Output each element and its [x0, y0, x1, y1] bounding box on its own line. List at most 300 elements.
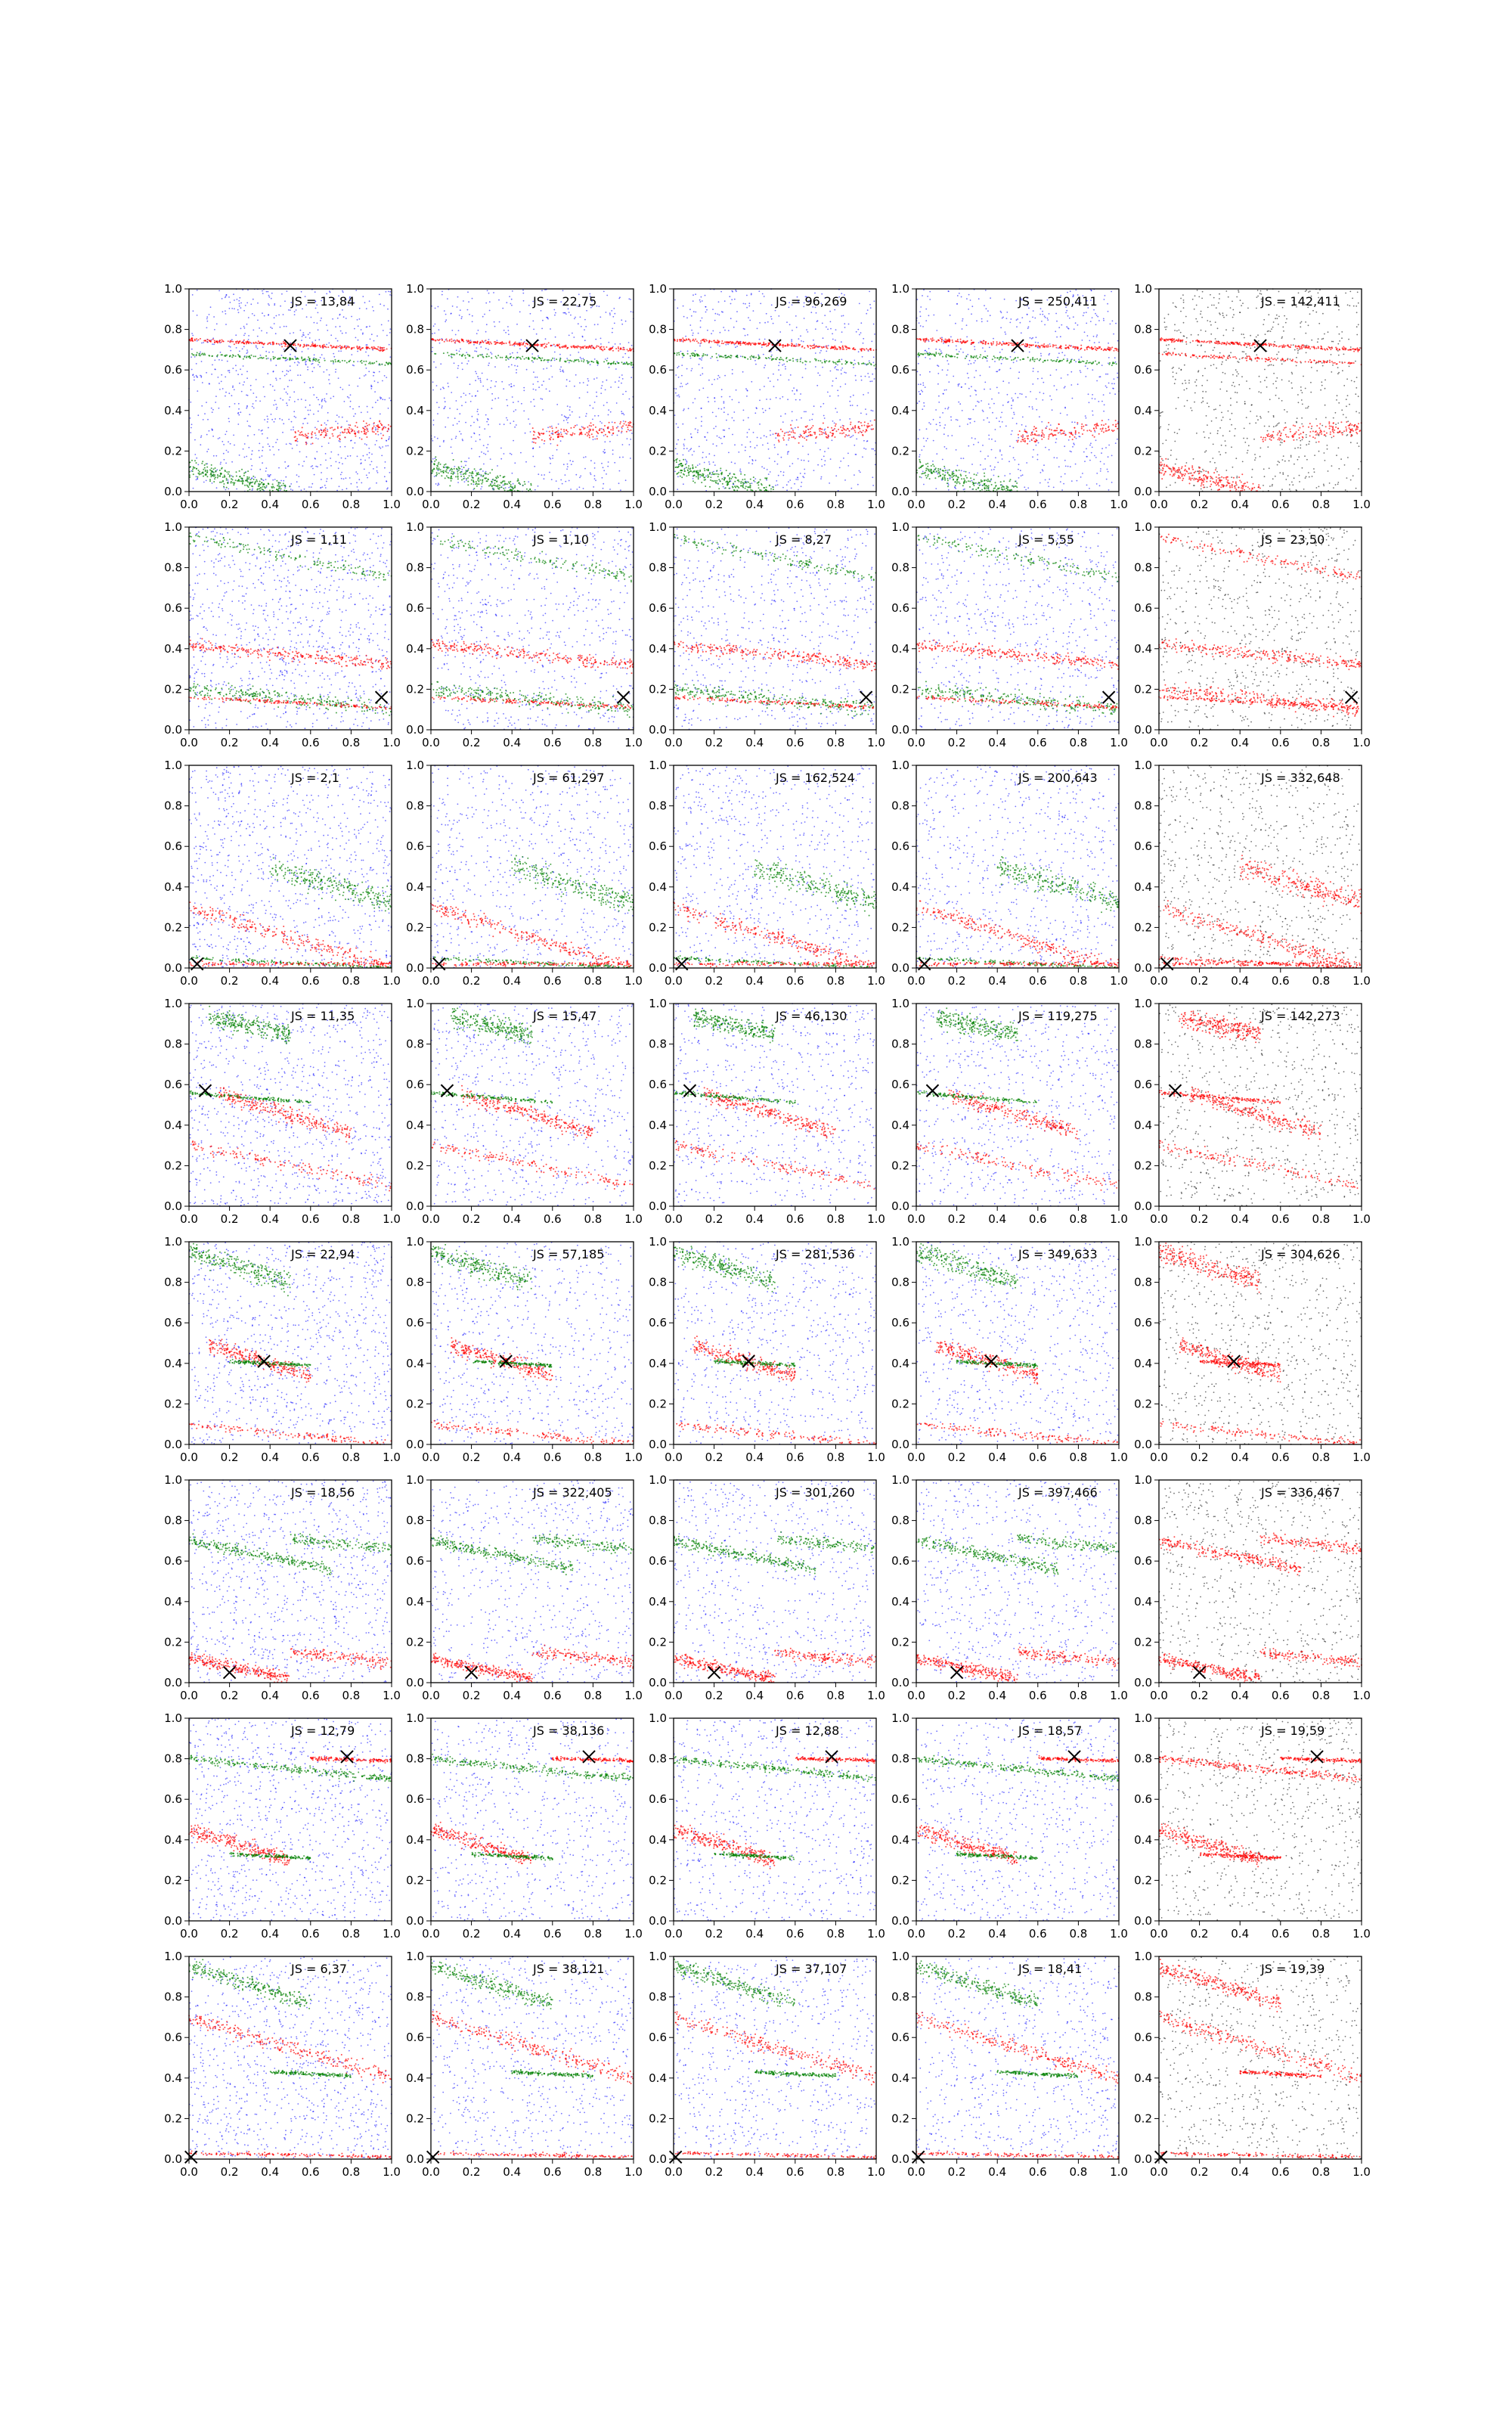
scatter-point — [263, 357, 265, 358]
scatter-point — [249, 482, 251, 484]
scatter-point — [222, 340, 224, 342]
scatter-point — [503, 476, 505, 477]
scatter-point — [370, 488, 371, 489]
scatter-point — [474, 350, 476, 352]
scatter-point — [382, 428, 383, 430]
scatter-point — [216, 323, 218, 324]
scatter-point — [220, 464, 222, 465]
scatter-point — [305, 442, 307, 443]
scatter-point — [547, 361, 549, 363]
scatter-point — [337, 340, 339, 342]
y-tick-label: 0.4 — [164, 404, 182, 417]
scatter-point — [237, 424, 239, 425]
scatter-point — [262, 312, 263, 314]
scatter-point — [627, 364, 629, 365]
scatter-point — [378, 434, 380, 436]
scatter-point — [440, 464, 442, 465]
scatter-point — [541, 474, 543, 476]
scatter-point — [559, 369, 561, 371]
scatter-point — [479, 378, 481, 380]
scatter-point — [336, 346, 338, 347]
scatter-point — [566, 419, 568, 420]
scatter-point — [336, 461, 337, 463]
scatter-point — [340, 474, 342, 476]
scatter-point — [358, 406, 360, 408]
scatter-point — [246, 352, 248, 354]
scatter-point — [250, 342, 252, 343]
scatter-point — [264, 396, 265, 398]
scatter-point — [220, 352, 222, 353]
scatter-point — [328, 379, 330, 380]
scatter-point — [472, 477, 473, 479]
scatter-point — [258, 358, 259, 359]
scatter-point — [490, 352, 491, 353]
scatter-point — [349, 346, 350, 348]
scatter-point — [473, 344, 475, 346]
scatter-point — [567, 417, 569, 419]
scatter-point — [244, 457, 246, 458]
scatter-point — [458, 341, 460, 343]
scatter-point — [462, 369, 463, 371]
scatter-point — [284, 300, 286, 302]
scatter-point — [296, 445, 298, 446]
scatter-point — [598, 346, 600, 347]
scatter-point — [256, 479, 257, 481]
scatter-point — [458, 421, 460, 423]
scatter-point — [373, 426, 375, 427]
scatter-point — [531, 485, 532, 486]
scatter-point — [268, 305, 270, 306]
scatter-point — [364, 469, 365, 470]
scatter-point — [445, 319, 447, 321]
scatter-point — [237, 374, 239, 375]
scatter-point — [341, 472, 342, 473]
scatter-point — [510, 423, 511, 424]
scatter-point — [289, 380, 290, 381]
scatter-point — [265, 470, 267, 472]
scatter-point — [302, 423, 304, 424]
scatter-point — [490, 387, 491, 389]
scatter-point — [457, 408, 458, 410]
scatter-point — [471, 436, 472, 438]
scatter-point — [451, 339, 452, 340]
scatter-point — [497, 397, 499, 399]
scatter-point — [373, 468, 374, 470]
scatter-point — [318, 430, 320, 432]
scatter-point — [491, 343, 492, 344]
scatter-point — [584, 319, 586, 321]
scatter-point — [384, 375, 386, 377]
scatter-point — [206, 434, 208, 436]
scatter-point — [435, 456, 436, 458]
scatter-point — [349, 360, 351, 361]
scatter-point — [206, 474, 207, 476]
scatter-point — [222, 354, 223, 355]
scatter-point — [262, 482, 263, 483]
scatter-point — [246, 357, 247, 358]
scatter-point — [454, 468, 455, 470]
scatter-point — [206, 318, 208, 320]
scatter-point — [280, 358, 281, 359]
scatter-point — [479, 439, 481, 440]
scatter-point — [226, 431, 228, 433]
scatter-point — [554, 315, 556, 316]
scatter-point — [326, 433, 327, 435]
scatter-point — [330, 458, 331, 459]
scatter-point — [293, 391, 295, 392]
scatter-point — [513, 440, 514, 442]
scatter-point — [470, 401, 472, 402]
scatter-point — [513, 402, 514, 403]
scatter-point — [477, 376, 479, 377]
scatter-point — [461, 318, 463, 319]
scatter-point — [434, 436, 435, 438]
scatter-point — [245, 341, 246, 343]
scatter-point — [350, 401, 352, 402]
scatter-point — [587, 347, 589, 349]
scatter-point — [308, 348, 309, 349]
scatter-point — [215, 476, 216, 478]
scatter-point — [321, 432, 323, 433]
scatter-point — [569, 406, 571, 408]
scatter-point — [194, 355, 195, 356]
scatter-point — [217, 477, 218, 479]
scatter-point — [446, 467, 448, 468]
scatter-point — [564, 312, 565, 314]
scatter-point — [465, 422, 466, 424]
scatter-point — [477, 355, 479, 357]
x-tick-label: 0.6 — [302, 498, 320, 511]
scatter-point — [552, 455, 553, 457]
scatter-point — [267, 373, 268, 374]
scatter-point — [244, 327, 246, 329]
scatter-point — [247, 395, 249, 396]
scatter-point — [372, 429, 373, 430]
scatter-point — [302, 351, 303, 352]
scatter-point — [491, 408, 493, 409]
scatter-point — [196, 363, 197, 365]
scatter-point — [283, 341, 284, 343]
scatter-point — [469, 314, 470, 315]
scatter-point — [243, 335, 245, 337]
scatter-point — [191, 356, 192, 358]
scatter-point — [197, 473, 199, 474]
scatter-point — [196, 479, 197, 481]
scatter-point — [256, 379, 257, 380]
scatter-point — [234, 445, 235, 446]
scatter-point — [562, 371, 563, 372]
scatter-point — [629, 348, 631, 349]
scatter-point — [266, 332, 268, 334]
scatter-point — [467, 309, 469, 311]
scatter-point — [287, 358, 288, 360]
scatter-point — [369, 326, 370, 327]
scatter-point — [601, 428, 603, 430]
scatter-point — [308, 486, 310, 488]
scatter-point — [517, 352, 519, 353]
scatter-point — [472, 481, 474, 482]
scatter-point — [311, 345, 313, 346]
scatter-point — [590, 473, 592, 475]
scatter-point — [201, 343, 203, 344]
scatter-point — [511, 365, 513, 366]
scatter-point — [549, 378, 550, 380]
scatter-point — [321, 346, 323, 347]
scatter-point — [600, 346, 601, 348]
scatter-point — [262, 293, 264, 294]
scatter-point — [485, 302, 487, 304]
scatter-point — [243, 346, 245, 348]
scatter-point — [266, 358, 268, 359]
scatter-point — [287, 346, 288, 347]
scatter-point — [503, 480, 505, 482]
scatter-point — [501, 343, 503, 345]
scatter-point — [369, 452, 370, 454]
scatter-point — [225, 470, 226, 471]
scatter-point — [476, 347, 477, 349]
scatter-point — [307, 437, 308, 439]
scatter-point — [615, 381, 616, 383]
scatter-point — [246, 371, 248, 372]
scatter-point — [458, 330, 460, 331]
scatter-point — [432, 381, 434, 383]
scatter-point — [249, 357, 251, 358]
scatter-point — [226, 294, 228, 296]
scatter-point — [363, 361, 364, 362]
scatter-point — [448, 467, 450, 469]
scatter-point — [457, 482, 459, 483]
scatter-point — [248, 486, 249, 488]
scatter-point — [244, 485, 246, 486]
scatter-point — [488, 473, 489, 475]
scatter-point — [215, 402, 216, 403]
scatter-point — [474, 468, 476, 470]
scatter-point — [538, 355, 539, 357]
scatter-point — [296, 349, 297, 350]
scatter-point — [318, 432, 320, 433]
scatter-point — [440, 471, 442, 473]
scatter-point — [596, 396, 597, 397]
scatter-point — [437, 413, 438, 414]
scatter-point — [203, 482, 205, 483]
scatter-point — [218, 408, 220, 409]
scatter-point — [304, 359, 305, 361]
scatter-point — [594, 402, 596, 403]
axes-frame — [189, 289, 392, 492]
scatter-point — [342, 463, 343, 464]
scatter-point — [226, 478, 228, 479]
scatter-point — [280, 480, 282, 482]
scatter-point — [593, 347, 594, 349]
scatter-point — [330, 361, 332, 362]
scatter-point — [386, 361, 387, 363]
scatter-point — [497, 465, 498, 467]
scatter-point — [512, 352, 513, 354]
scatter-point — [371, 346, 373, 348]
scatter-point — [238, 403, 240, 405]
scatter-point — [367, 430, 369, 432]
scatter-point — [567, 347, 569, 349]
scatter-point — [378, 427, 380, 428]
scatter-point — [305, 361, 307, 362]
scatter-point — [321, 354, 323, 355]
scatter-point — [553, 344, 555, 346]
scatter-point — [250, 458, 252, 460]
scatter-point — [223, 486, 225, 487]
scatter-point — [190, 417, 191, 419]
scatter-point — [516, 324, 518, 325]
scatter-point — [479, 456, 480, 458]
scatter-point — [480, 489, 482, 490]
scatter-point — [438, 462, 439, 464]
scatter-point — [314, 340, 316, 341]
scatter-point — [315, 437, 317, 439]
scatter-point — [433, 468, 435, 470]
scatter-point — [517, 479, 519, 480]
scatter-point — [337, 423, 339, 424]
scatter-point — [303, 461, 305, 462]
scatter-point — [246, 456, 247, 458]
scatter-point — [590, 473, 591, 474]
scatter-point — [579, 346, 581, 348]
scatter-point — [448, 417, 449, 419]
scatter-point — [283, 480, 284, 482]
scatter-point — [277, 485, 278, 486]
scatter-point — [482, 481, 483, 482]
scatter-point — [509, 296, 510, 297]
scatter-point — [444, 464, 445, 466]
scatter-point — [370, 464, 371, 466]
scatter-point — [354, 328, 355, 330]
scatter-point — [230, 341, 231, 343]
scatter-point — [331, 478, 333, 479]
scatter-point — [263, 479, 265, 481]
scatter-point — [236, 347, 237, 349]
scatter-point — [578, 346, 579, 347]
scatter-point — [483, 357, 485, 358]
scatter-point — [305, 433, 306, 435]
scatter-point — [454, 362, 455, 364]
scatter-point — [339, 446, 341, 448]
scatter-point — [468, 468, 469, 470]
scatter-point — [377, 399, 379, 401]
scatter-point — [226, 479, 228, 481]
scatter-point — [226, 487, 228, 489]
scatter-point — [596, 360, 598, 361]
scatter-point — [305, 345, 307, 346]
scatter-point — [503, 485, 504, 486]
scatter-point — [311, 317, 312, 318]
scatter-point — [265, 467, 267, 469]
scatter-point — [204, 467, 206, 469]
scatter-point — [621, 431, 623, 433]
scatter-point — [275, 365, 277, 366]
scatter-point — [630, 299, 631, 300]
scatter-point — [307, 423, 308, 424]
scatter-point — [234, 483, 235, 485]
scatter-point — [610, 429, 612, 430]
scatter-point — [199, 471, 200, 473]
scatter-point — [380, 365, 381, 366]
scatter-point — [508, 334, 510, 335]
scatter-point — [380, 414, 381, 415]
scatter-point — [510, 357, 511, 358]
scatter-point — [510, 481, 511, 482]
scatter-point — [315, 435, 317, 436]
scatter-point — [612, 449, 614, 451]
scatter-point — [535, 389, 537, 391]
scatter-point — [236, 489, 237, 490]
scatter-point — [368, 355, 370, 356]
scatter-point — [363, 455, 364, 457]
scatter-point — [372, 407, 373, 408]
scatter-point — [377, 382, 379, 383]
scatter-point — [443, 388, 445, 389]
scatter-point — [337, 427, 339, 429]
scatter-point — [317, 322, 318, 324]
scatter-point — [196, 338, 197, 340]
scatter-point — [359, 318, 361, 320]
scatter-point — [441, 475, 442, 476]
scatter-point — [513, 488, 514, 489]
scatter-point — [333, 363, 334, 365]
scatter-point — [558, 424, 559, 425]
scatter-point — [473, 488, 475, 489]
scatter-point — [200, 436, 202, 438]
scatter-point — [559, 343, 560, 345]
scatter-point — [223, 444, 225, 445]
scatter-point — [479, 343, 481, 344]
scatter-point — [494, 326, 496, 327]
scatter-point — [473, 484, 475, 486]
scatter-point — [322, 399, 324, 400]
scatter-point — [359, 437, 361, 439]
scatter-point — [298, 430, 299, 432]
scatter-point — [609, 367, 610, 368]
scatter-point — [194, 439, 196, 441]
scatter-point — [206, 316, 208, 318]
scatter-point — [222, 340, 223, 341]
scatter-point — [272, 386, 274, 387]
scatter-point — [357, 386, 358, 387]
scatter-point — [569, 460, 571, 461]
scatter-point — [512, 344, 513, 346]
scatter-point — [228, 451, 229, 453]
scatter-point — [607, 466, 609, 467]
scatter-point — [194, 377, 195, 378]
scatter-point — [292, 448, 293, 449]
scatter-point — [333, 436, 334, 437]
scatter-point — [324, 400, 326, 402]
scatter-point — [365, 374, 367, 376]
scatter-point — [457, 471, 458, 473]
scatter-point — [435, 308, 436, 309]
scatter-point — [461, 316, 463, 318]
scatter-point — [486, 447, 488, 448]
scatter-point — [315, 466, 317, 467]
scatter-point — [357, 486, 358, 488]
scatter-point — [251, 469, 253, 470]
scatter-point — [342, 360, 343, 361]
scatter-point — [191, 427, 192, 429]
scatter-point — [525, 461, 527, 463]
scatter-point — [472, 357, 474, 358]
scatter-point — [249, 426, 251, 427]
scatter-point — [457, 340, 458, 341]
scatter-point — [287, 370, 288, 371]
scatter-point — [211, 408, 212, 409]
scatter-point — [549, 472, 550, 473]
